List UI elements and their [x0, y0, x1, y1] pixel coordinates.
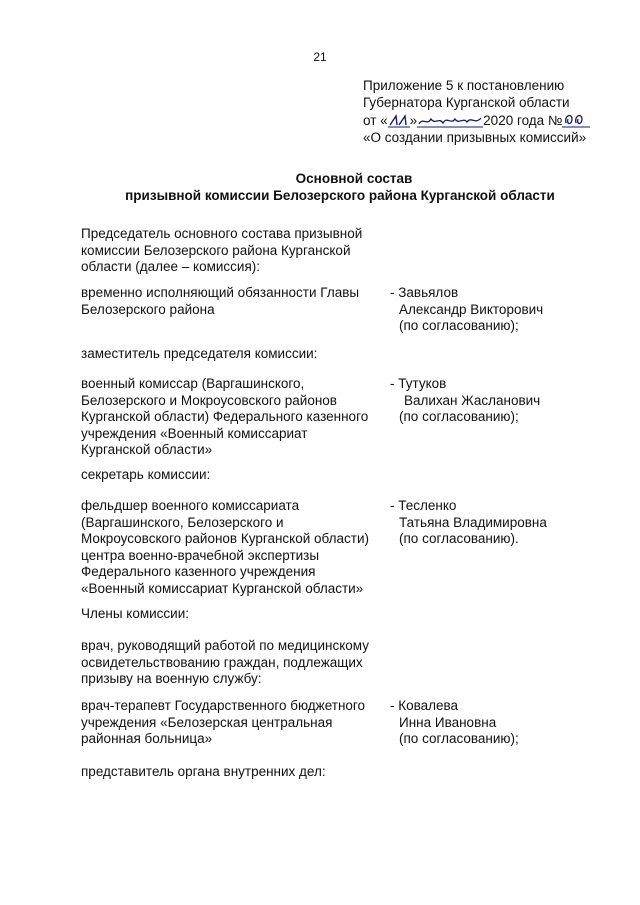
member-surname: - Тутуков: [390, 376, 447, 391]
text-line: Мокроусовского районов Курганской области): [81, 531, 370, 546]
text-line: учреждения «Белозерская центральная: [81, 714, 333, 730]
doctor-role: [81, 698, 386, 748]
text-line: военный комиссар (Варгашинского,: [81, 376, 305, 391]
member-full-name: Инна Ивановна: [399, 714, 497, 730]
deputy-header: заместитель председателя комиссии:: [81, 346, 318, 361]
handwritten-month: [417, 113, 483, 129]
title-line-2: призывной комиссии Белозерского района Курганской области: [125, 188, 555, 203]
chairman-name: [390, 285, 543, 335]
text-line: комиссии Белозерского района Курганской: [81, 242, 351, 258]
deputy-role: [81, 376, 386, 459]
text-line: временно исполняющий обязанности Главы: [81, 285, 360, 300]
member-surname: - Ковалева: [390, 698, 459, 713]
text-line: освидетельствованию граждан, подлежащих: [81, 654, 363, 670]
text-line: Белозерского и Мокроусовского районов: [81, 392, 337, 408]
doctor-name: [390, 698, 519, 748]
text-line: области (далее – комиссия):: [81, 259, 261, 274]
police-header: представитель органа внутренних дел:: [81, 764, 326, 779]
text-line: врач, руководящий работой по медицинскому: [81, 638, 369, 653]
text-line: фельдшер военного комиссариата: [81, 498, 300, 513]
member-full-name: Татьяна Владимировна: [399, 514, 547, 530]
text-line: учреждения «Военный комиссариат: [81, 425, 308, 441]
member-note: (по согласованию);: [399, 318, 519, 333]
text-line: Федерального казенного учреждения: [81, 564, 316, 579]
text-line: призыву на военную службу:: [81, 671, 262, 686]
member-surname: - Завьялов: [390, 285, 459, 300]
document-title: [60, 170, 620, 204]
chairman-role: [81, 285, 386, 318]
text-line: Белозерского района: [81, 301, 215, 317]
text-line: центра военно-врачебной экспертизы: [81, 547, 320, 563]
text-line: Курганской области»: [81, 442, 213, 457]
text-line: Курганской области) Федерального казенного: [81, 409, 369, 424]
handwritten-number: [562, 111, 590, 129]
members-header: Члены комиссии:: [81, 606, 190, 621]
member-note: (по согласованию).: [399, 531, 519, 546]
deputy-name: [390, 376, 540, 426]
date-prefix: от «: [363, 113, 388, 128]
member-full-name: Александр Викторович: [399, 301, 544, 317]
text-line: врач-терапевт Государственного бюджетного: [81, 698, 366, 713]
appendix-line-2: Губернатора Курганской области: [363, 95, 570, 110]
handwritten-day: [388, 113, 410, 129]
secretary-header: секретарь комиссии:: [81, 467, 211, 482]
date-year: 2020 года №: [483, 113, 563, 128]
doctor-header: [81, 638, 369, 688]
text-line: Председатель основного состава призывной: [81, 226, 363, 241]
chairman-header: [81, 226, 362, 276]
secretary-role: [81, 498, 386, 597]
member-note: (по согласованию);: [399, 409, 519, 424]
member-surname: - Тесленко: [390, 498, 457, 513]
appendix-line-3: [363, 111, 633, 129]
text-line: «Военный комиссариат Курганской области»: [81, 580, 364, 596]
member-full-name: Валихан Жасланович: [404, 392, 541, 408]
appendix-line-1: Приложение 5 к постановлению: [363, 78, 565, 93]
member-note: (по согласованию);: [399, 731, 519, 746]
appendix-line-4: «О создании призывных комиссий»: [363, 130, 587, 145]
appendix-header: [363, 77, 633, 146]
date-mid: »: [409, 113, 418, 128]
title-line-1: Основной состав: [295, 171, 413, 186]
text-line: (Варгашинского, Белозерского и: [81, 514, 284, 530]
page-number: 21: [313, 50, 327, 64]
text-line: районная больница»: [81, 731, 213, 746]
secretary-name: [390, 498, 547, 548]
